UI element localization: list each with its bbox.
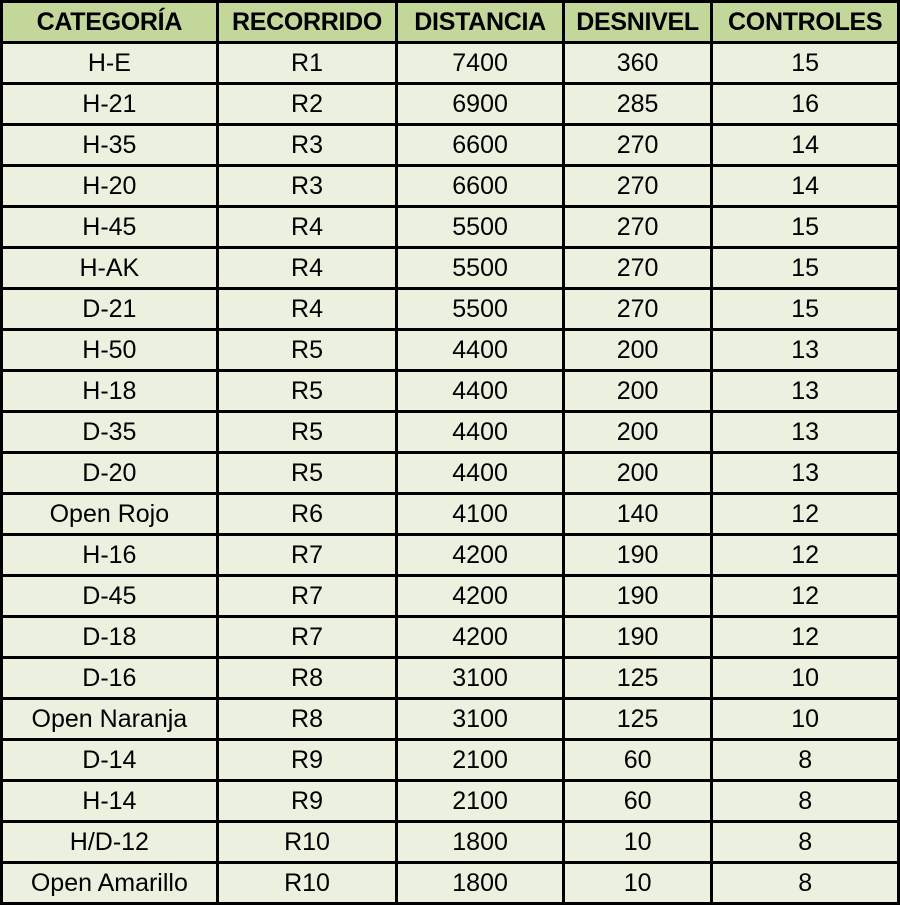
- header-distancia: DISTANCIA: [398, 3, 562, 41]
- cell-desnivel: 200: [565, 413, 710, 451]
- cell-categoria: Open Amarillo: [3, 864, 216, 902]
- cell-controles: 12: [713, 618, 897, 656]
- cell-categoria: D-35: [3, 413, 216, 451]
- cell-categoria: H-18: [3, 372, 216, 410]
- cell-desnivel: 190: [565, 536, 710, 574]
- cell-distancia: 4400: [398, 331, 562, 369]
- cell-categoria: H/D-12: [3, 823, 216, 861]
- cell-desnivel: 140: [565, 495, 710, 533]
- cell-recorrido: R4: [219, 290, 396, 328]
- cell-distancia: 5500: [398, 208, 562, 246]
- cell-controles: 8: [713, 741, 897, 779]
- cell-controles: 8: [713, 782, 897, 820]
- table-row: [3, 536, 897, 574]
- cell-desnivel: 285: [565, 85, 710, 123]
- cell-categoria: H-E: [3, 44, 216, 82]
- cell-desnivel: 190: [565, 618, 710, 656]
- cell-distancia: 4400: [398, 372, 562, 410]
- cell-controles: 10: [713, 659, 897, 697]
- cell-desnivel: 125: [565, 700, 710, 738]
- cell-desnivel: 125: [565, 659, 710, 697]
- cell-recorrido: R9: [219, 741, 396, 779]
- table-row: [3, 208, 897, 246]
- cell-categoria: D-18: [3, 618, 216, 656]
- cell-recorrido: R5: [219, 413, 396, 451]
- table-row: [3, 782, 897, 820]
- header-recorrido: RECORRIDO: [219, 3, 396, 41]
- cell-recorrido: R4: [219, 208, 396, 246]
- cell-distancia: 4400: [398, 413, 562, 451]
- cell-desnivel: 270: [565, 290, 710, 328]
- cell-recorrido: R1: [219, 44, 396, 82]
- cell-categoria: H-16: [3, 536, 216, 574]
- cell-controles: 13: [713, 454, 897, 492]
- cell-recorrido: R10: [219, 823, 396, 861]
- cell-controles: 15: [713, 208, 897, 246]
- header-controles: CONTROLES: [713, 3, 897, 41]
- cell-distancia: 6900: [398, 85, 562, 123]
- table-row: [3, 700, 897, 738]
- table-row: [3, 413, 897, 451]
- cell-controles: 16: [713, 85, 897, 123]
- cell-desnivel: 10: [565, 823, 710, 861]
- cell-distancia: 4200: [398, 618, 562, 656]
- cell-recorrido: R4: [219, 249, 396, 287]
- cell-categoria: D-45: [3, 577, 216, 615]
- cell-distancia: 3100: [398, 659, 562, 697]
- table-body: [3, 44, 897, 902]
- cell-controles: 12: [713, 577, 897, 615]
- cell-recorrido: R7: [219, 577, 396, 615]
- cell-categoria: H-35: [3, 126, 216, 164]
- cell-controles: 13: [713, 331, 897, 369]
- cell-categoria: D-21: [3, 290, 216, 328]
- cell-categoria: D-16: [3, 659, 216, 697]
- cell-categoria: Open Naranja: [3, 700, 216, 738]
- table-row: [3, 618, 897, 656]
- cell-desnivel: 270: [565, 208, 710, 246]
- cell-distancia: 4200: [398, 536, 562, 574]
- cell-controles: 10: [713, 700, 897, 738]
- cell-distancia: 1800: [398, 823, 562, 861]
- table-row: [3, 85, 897, 123]
- cell-desnivel: 190: [565, 577, 710, 615]
- cell-distancia: 1800: [398, 864, 562, 902]
- cell-controles: 12: [713, 495, 897, 533]
- table-row: [3, 249, 897, 287]
- cell-recorrido: R8: [219, 659, 396, 697]
- cell-controles: 14: [713, 167, 897, 205]
- cell-desnivel: 200: [565, 331, 710, 369]
- table-row: [3, 372, 897, 410]
- cell-distancia: 6600: [398, 167, 562, 205]
- cell-recorrido: R3: [219, 167, 396, 205]
- cell-categoria: H-20: [3, 167, 216, 205]
- table-row: [3, 741, 897, 779]
- cell-distancia: 3100: [398, 700, 562, 738]
- table-row: [3, 823, 897, 861]
- cell-categoria: D-14: [3, 741, 216, 779]
- table-row: [3, 864, 897, 902]
- table-row: [3, 290, 897, 328]
- table-row: [3, 44, 897, 82]
- cell-controles: 8: [713, 864, 897, 902]
- cell-categoria: H-14: [3, 782, 216, 820]
- cell-desnivel: 200: [565, 454, 710, 492]
- cell-recorrido: R6: [219, 495, 396, 533]
- table-row: [3, 659, 897, 697]
- header-categoria: CATEGORÍA: [3, 3, 216, 41]
- header-row: [3, 3, 897, 41]
- table-row: [3, 577, 897, 615]
- cell-distancia: 4100: [398, 495, 562, 533]
- cell-recorrido: R8: [219, 700, 396, 738]
- table-row: [3, 167, 897, 205]
- cell-distancia: 4200: [398, 577, 562, 615]
- cell-recorrido: R3: [219, 126, 396, 164]
- cell-controles: 15: [713, 249, 897, 287]
- cell-distancia: 2100: [398, 741, 562, 779]
- cell-categoria: D-20: [3, 454, 216, 492]
- table-row: [3, 454, 897, 492]
- cell-controles: 13: [713, 413, 897, 451]
- cell-controles: 15: [713, 290, 897, 328]
- cell-categoria: H-45: [3, 208, 216, 246]
- table-row: [3, 126, 897, 164]
- cell-recorrido: R7: [219, 536, 396, 574]
- cell-desnivel: 270: [565, 167, 710, 205]
- cell-controles: 12: [713, 536, 897, 574]
- cell-desnivel: 270: [565, 126, 710, 164]
- cell-categoria: H-50: [3, 331, 216, 369]
- cell-categoria: H-AK: [3, 249, 216, 287]
- cell-recorrido: R5: [219, 454, 396, 492]
- cell-categoria: H-21: [3, 85, 216, 123]
- table-row: [3, 331, 897, 369]
- cell-controles: 13: [713, 372, 897, 410]
- cell-desnivel: 200: [565, 372, 710, 410]
- cell-distancia: 4400: [398, 454, 562, 492]
- cell-recorrido: R7: [219, 618, 396, 656]
- cell-recorrido: R5: [219, 372, 396, 410]
- table-row: [3, 495, 897, 533]
- cell-desnivel: 270: [565, 249, 710, 287]
- cell-controles: 8: [713, 823, 897, 861]
- cell-recorrido: R10: [219, 864, 396, 902]
- header-desnivel: DESNIVEL: [565, 3, 710, 41]
- cell-recorrido: R9: [219, 782, 396, 820]
- cell-desnivel: 60: [565, 782, 710, 820]
- cell-desnivel: 360: [565, 44, 710, 82]
- cell-distancia: 2100: [398, 782, 562, 820]
- cell-distancia: 5500: [398, 290, 562, 328]
- cell-distancia: 5500: [398, 249, 562, 287]
- cell-recorrido: R5: [219, 331, 396, 369]
- cell-distancia: 7400: [398, 44, 562, 82]
- cell-desnivel: 10: [565, 864, 710, 902]
- cell-desnivel: 60: [565, 741, 710, 779]
- cell-recorrido: R2: [219, 85, 396, 123]
- cell-categoria: Open Rojo: [3, 495, 216, 533]
- cell-controles: 15: [713, 44, 897, 82]
- cell-controles: 14: [713, 126, 897, 164]
- cell-distancia: 6600: [398, 126, 562, 164]
